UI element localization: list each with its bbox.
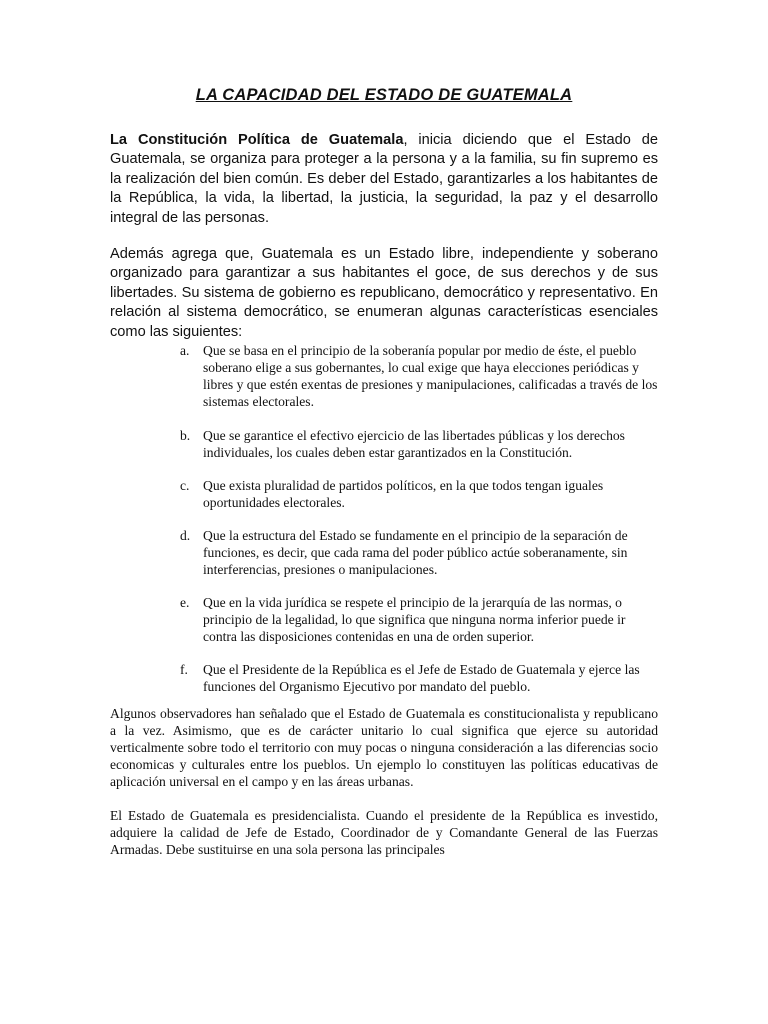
list-item-text: Que exista pluralidad de partidos políticos, en la que todos tengan iguales oportunidades electorales.	[203, 478, 604, 511]
intro-bold-lead: La Constitución Política de Guatemala	[110, 132, 404, 148]
intro-text: , inicia diciendo que el Estado de Guatemala, se organiza para proteger a la persona y a la familia, su fin supremo es la realización del bien común. Es deber del Estado, garantizarles a los habitantes de la República, la vida, la libertad, la justicia, la seguridad, la paz y el desarrollo integral de las personas.	[110, 132, 658, 226]
list-item-text: Que se garantice el efectivo ejercicio de las libertades públicas y los derechos individuales, los cuales deben estar garantizados en la Constitución.	[203, 428, 625, 461]
list-marker: d.	[180, 528, 191, 544]
list-item	[180, 342, 658, 410]
list-item	[180, 527, 658, 578]
list-item-text: Que la estructura del Estado se fundamente en el principio de la separación de funciones, es decir, que cada rama del poder público actúe soberanamente, sin interferencias, presiones o manipulaciones.	[203, 528, 628, 578]
document-title: LA CAPACIDAD DEL ESTADO DE GUATEMALA	[195, 86, 573, 104]
list-item	[180, 661, 658, 695]
paragraph-4: El Estado de Guatemala es presidencialista. Cuando el presidente de la República es investido, adquiere la calidad de Jefe de Estado, Coordinador de y Comandante General de las Fuerzas Armadas. Debe sustituirse en una sola persona las principales	[110, 808, 658, 858]
list-marker: a.	[180, 343, 190, 359]
list-marker: e.	[180, 595, 190, 611]
paragraph-3: Algunos observadores han señalado que el Estado de Guatemala es constitucionalista y republicano a la vez. Asimismo, que es de carácter unitario lo cual significa que ejerce su autoridad verticalmente sobre todo el territorio con muy pocas o ninguna consideración a las diferencias socio economicas y culturales entre los pueblos. Un ejemplo lo constituyen las políticas educativas de aplicación universal en el campo y en las áreas urbanas.	[110, 706, 658, 790]
paragraph-2: Además agrega que, Guatemala es un Estado libre, independiente y soberano organizado para garantizar a sus habitantes el goce, de sus derechos y de sus libertades. Su sistema de gobierno es republicano, democrático y representativo. En relación al sistema democrático, se enumeran algunas características esenciales como las siguientes:	[110, 246, 658, 340]
list-item	[180, 477, 658, 511]
list-item-text: Que se basa en el principio de la soberanía popular por medio de éste, el pueblo soberano elige a sus gobernantes, lo cual exige que haya elecciones periódicas y libres y que estén exentas de presiones y manipulaciones, calificadas a través de los sistemas electorales.	[203, 343, 658, 410]
characteristics-list	[180, 342, 658, 695]
list-marker: c.	[180, 478, 190, 494]
list-marker: b.	[180, 428, 191, 444]
list-marker: f.	[180, 662, 188, 678]
intro-paragraph	[110, 131, 658, 228]
list-item	[180, 594, 658, 645]
list-item	[180, 427, 658, 461]
document-page	[110, 86, 658, 858]
list-item-text: Que el Presidente de la República es el Jefe de Estado de Guatemala y ejerce las funciones del Organismo Ejecutivo por mandato del pueblo.	[203, 662, 640, 695]
list-item-text: Que en la vida jurídica se respete el principio de la jerarquía de las normas, o principio de la legalidad, lo que significa que ninguna norma inferior puede ir contra las disposiciones contenidas en una de orden superior.	[203, 595, 626, 645]
